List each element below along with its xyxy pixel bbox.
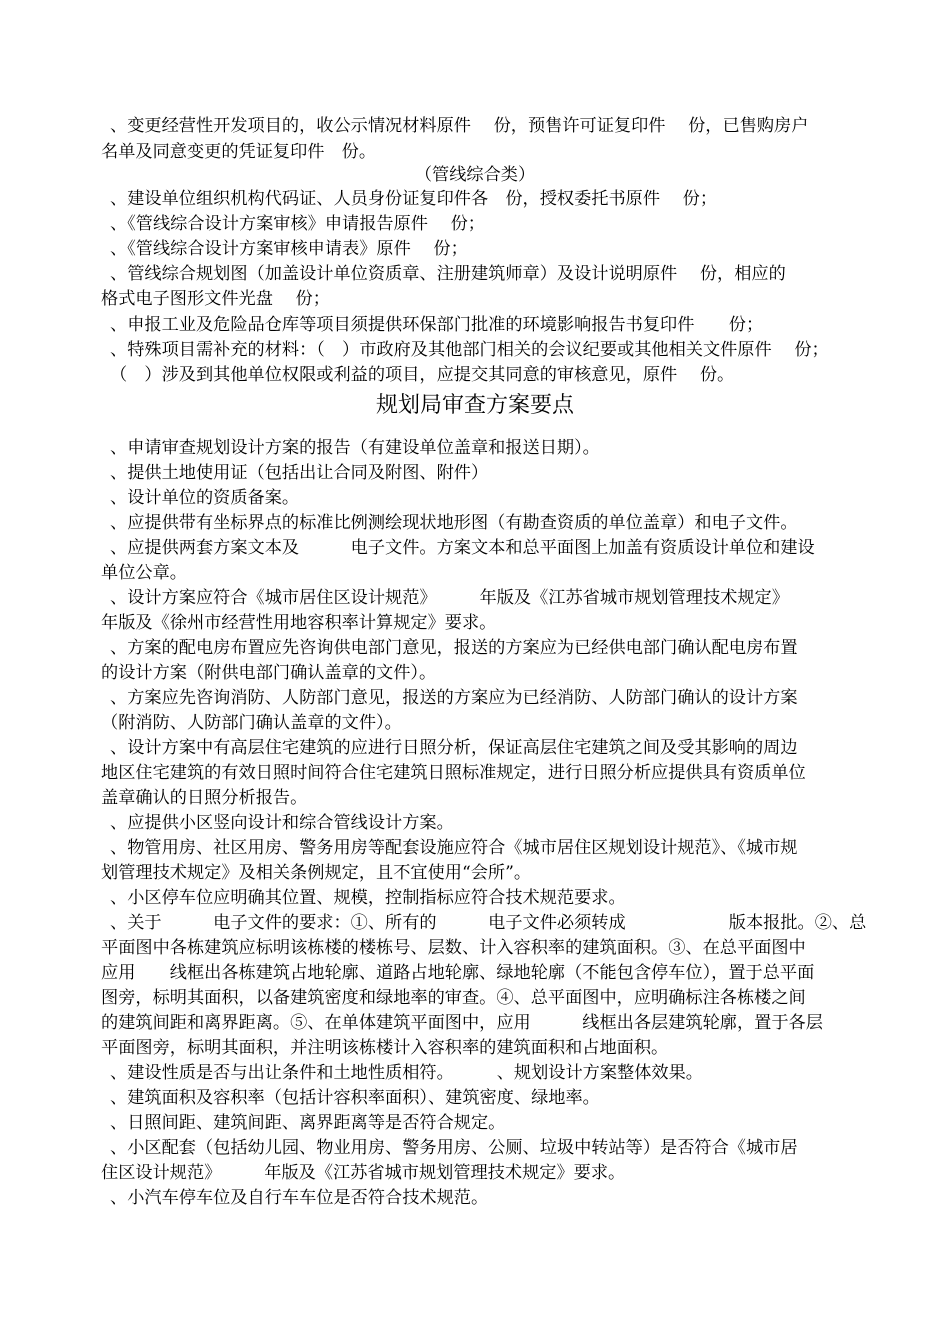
point-13-cont-5: 平面图旁，标明其面积，并注明该栋楼计入容积率的建筑面积和占地面积。 bbox=[101, 1038, 669, 1058]
point-7: 、方案的配电房布置应先咨询供电部门意见，报送的方案应为已经供电部门确认配电房布置 bbox=[110, 638, 798, 658]
point-2: 、提供土地使用证（包括出让合同及附图、附件） bbox=[110, 463, 489, 483]
point-9-cont-1: 地区住宅建筑的有效日照时间符合住宅建筑日照标准规定，进行日照分析应提供具有资质单位 bbox=[101, 763, 806, 783]
point-8: 、方案应先咨询消防、人防部门意见，报送的方案应为已经消防、人防部门确认的设计方案 bbox=[110, 688, 798, 708]
point-13-cont-1: 平面图中各栋建筑应标明该栋楼的楼栋号、层数、计入容积率的建筑面积。③、在总平面图中 bbox=[101, 938, 806, 958]
pipeline-item-2: 、《管线综合设计方案审核》申请报告原件 份； bbox=[110, 214, 485, 234]
point-13-cont-2: 应用 线框出各栋建筑占地轮廓、道路占地轮廓、绿地轮廓（不能包含停车位），置于总平面 bbox=[101, 963, 815, 983]
point-8-cont: （附消防、人防部门确认盖章的文件）。 bbox=[101, 713, 402, 733]
point-13: 、关于 电子文件的要求：①、所有的 电子文件必须转成 版本报批。②、总 bbox=[110, 913, 867, 933]
point-7-cont: 的设计方案（附供电部门确认盖章的文件）。 bbox=[101, 663, 437, 683]
main-title: 规划局审查方案要点 bbox=[375, 393, 574, 418]
point-16: 、建筑面积及容积率（包括计容积率面积）、建筑密度、绿地率。 bbox=[110, 1088, 600, 1108]
pipeline-item-5: 、申报工业及危险品仓库等项目须提供环保部门批准的环境影响报告书复印件 份； bbox=[110, 315, 764, 335]
section1-line-1: 、变更经营性开发项目的，收公示情况材料原件 份，预售许可证复印件 份，已售购房户 bbox=[110, 116, 809, 136]
point-10: 、应提供小区竖向设计和综合管线设计方案。 bbox=[110, 813, 454, 833]
pipeline-item-4: 、管线综合规划图（加盖设计单位资质章、注册建筑师章）及设计说明原件 份，相应的 bbox=[110, 264, 786, 284]
point-12: 、小区停车位应明确其位置、规模，控制指标应符合技术规范要求。 bbox=[110, 888, 626, 908]
pipeline-item-6-cont: （ ）涉及到其他单位权限或利益的项目，应提交其同意的审核意见，原件 份。 bbox=[110, 365, 735, 385]
point-3: 、设计单位的资质备案。 bbox=[110, 488, 300, 508]
pipeline-item-4-cont: 格式电子图形文件光盘 份； bbox=[101, 289, 330, 309]
section1-line-2: 名单及同意变更的凭证复印件 份。 bbox=[101, 142, 377, 162]
point-14-15: 、建设性质是否与出让条件和土地性质相符。 、规划设计方案整体效果。 bbox=[110, 1063, 703, 1083]
point-9-cont-2: 盖章确认的日照分析报告。 bbox=[101, 788, 308, 808]
point-17: 、日照间距、建筑间距、离界距离等是否符合规定。 bbox=[110, 1113, 506, 1133]
point-5-cont: 单位公章。 bbox=[101, 563, 187, 583]
point-11: 、物管用房、社区用房、警务用房等配套设施应符合《城市居住区规划设计规范》、《城市规 bbox=[110, 838, 798, 858]
point-18: 、小区配套（包括幼儿园、物业用房、警务用房、公厕、垃圾中转站等）是否符合《城市居 bbox=[110, 1138, 798, 1158]
pipeline-item-6: 、特殊项目需补充的材料：（ ）市政府及其他部门相关的会议纪要或其他相关文件原件 份； bbox=[110, 340, 829, 360]
pipeline-section-title: （管线综合类） bbox=[414, 165, 536, 185]
point-13-cont-4: 的建筑间距和离界距离。⑤、在单体建筑平面图中，应用 线框出各层建筑轮廓，置于各层 bbox=[101, 1013, 823, 1033]
point-5: 、应提供两套方案文本及 电子文件。方案文本和总平面图上加盖有资质设计单位和建设 bbox=[110, 538, 815, 558]
point-11-cont: 划管理技术规定》及相关条例规定，且不宜使用“会所”。 bbox=[101, 863, 532, 883]
point-18-cont: 住区设计规范》 年版及《江苏省城市规划管理技术规定》要求。 bbox=[101, 1163, 626, 1183]
pipeline-item-3: 、《管线综合设计方案审核申请表》原件 份； bbox=[110, 239, 468, 259]
point-13-cont-3: 图旁，标明其面积，以备建筑密度和绿地率的审查。④、总平面图中，应明确标注各栋楼之间 bbox=[101, 988, 806, 1008]
point-4: 、应提供带有坐标界点的标准比例测绘现状地形图（有勘查资质的单位盖章）和电子文件。 bbox=[110, 513, 798, 533]
pipeline-item-1: 、建设单位组织机构代码证、人员身份证复印件各 份，授权委托书原件 份； bbox=[110, 189, 718, 209]
point-19: 、小汽车停车位及自行车车位是否符合技术规范。 bbox=[110, 1188, 489, 1208]
point-1: 、申请审查规划设计方案的报告（有建设单位盖章和报送日期）。 bbox=[110, 438, 600, 458]
point-6-cont: 年版及《徐州市经营性用地容积率计算规定》要求。 bbox=[101, 613, 497, 633]
point-9: 、设计方案中有高层住宅建筑的应进行日照分析，保证高层住宅建筑之间及受其影响的周边 bbox=[110, 738, 798, 758]
point-6: 、设计方案应符合《城市居住区设计规范》 年版及《江苏省城市规划管理技术规定》 bbox=[110, 588, 789, 608]
